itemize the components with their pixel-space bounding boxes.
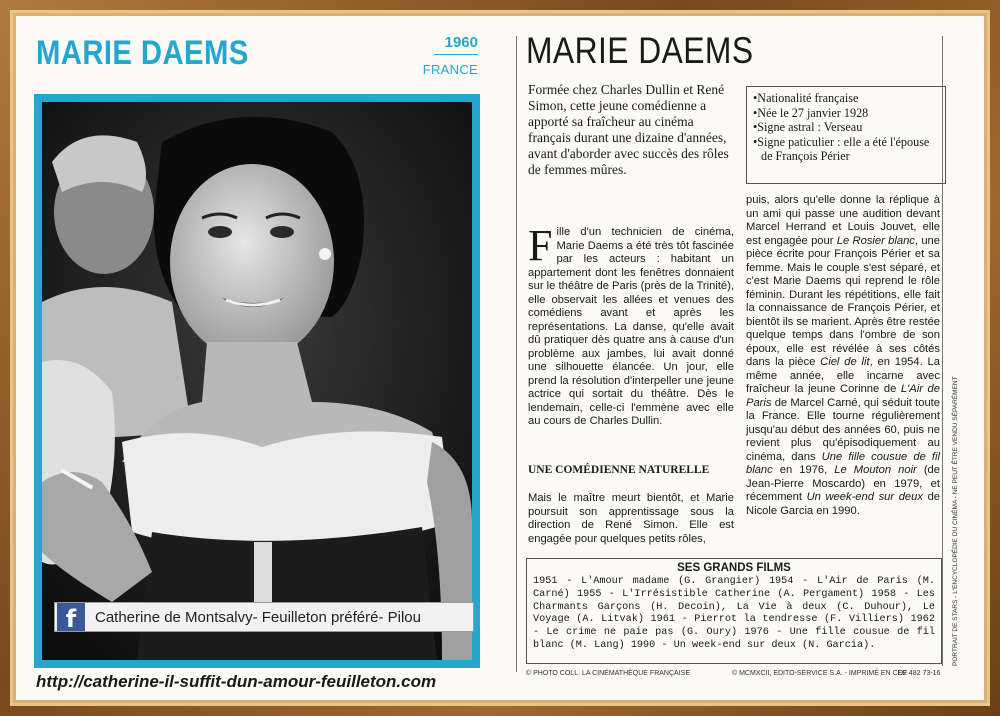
facebook-banner[interactable] <box>54 602 474 632</box>
left-title: MARIE DAEMS <box>36 34 249 72</box>
portrait-illustration <box>42 102 472 660</box>
bio-subheading: UNE COMÉDIENNE NATURELLE <box>528 464 710 476</box>
facts-box <box>746 86 946 184</box>
film-title-fille: Une fille cousue de fil blanc <box>746 450 940 476</box>
bio-text-segment: (de Jean-Pierre Moscardo) en 1979, et récemment <box>746 464 941 503</box>
card-reference: D2 482 73-16 <box>898 670 941 677</box>
bio-text-segment: , une pièce écrite pour François Périer et sa femme. Mais le couple s'est séparé, et c'est Marie Daems qui reprend le rôle féminin. Durant les répétitions, elle fait la connaissance de François Périer, et bientôt ils se marient. Après être restée quelque temps dans l'ombre de son époux, elle est révélée à ses côtés dans la pièce <box>746 234 941 368</box>
filmography-title: SES GRANDS FILMS <box>677 562 791 574</box>
fact-birth: •Née le 27 janvier 1928 <box>753 105 869 120</box>
portrait-photo <box>42 102 472 660</box>
right-title: MARIE DAEMS <box>526 30 754 71</box>
film-title-air: L'Air de Paris <box>746 383 940 409</box>
bio-column-2 <box>746 194 940 518</box>
left-vertical-rule <box>516 36 517 672</box>
year-divider <box>434 54 478 55</box>
drop-cap: F <box>528 221 553 270</box>
star-card <box>16 16 984 700</box>
intro-paragraph: Formée chez Charles Dullin et René Simon, cette jeune comédienne a apporté sa fraîcheur au cinéma français durant une dizaine d'années, avant d'aborder avec succès des rôles de femmes mûres. <box>528 82 729 177</box>
bio-text-segment: de Nicole Garcia en 1990. <box>746 491 941 517</box>
fact-particular: •Signe paticulier : elle a été l'épouse de François Périer <box>753 134 930 163</box>
filmography-list: 1951 - L'Amour madame (G. Grangier) 1954 - L'Air de Paris (M. Carné) 1955 - L'Irrésistible Catherine (A. Pergament) 1958 - Les Charmants Garçons (H. Decoin), La Vie à deux (C. Duhour), Le Voyage (A. Litvak) 1961 - Pierrot la tendresse (F. Villiers) 1962 - Le crime ne paie pas (G. Oury) 1976 - Une fille cousue de fil blanc (M. Lang) 1990 - Un week-end sur deux (N. Garcia). <box>533 576 935 651</box>
bio-paragraph-2: Mais le maître meurt bientôt, et Marie poursuit son apprentissage sous la direction de René Simon. Elle est engagée pour quelques petits rôles, <box>528 492 734 545</box>
film-title-mouton: Le Mouton noir <box>834 464 917 476</box>
play-title-ciel: Ciel de lit <box>820 356 870 368</box>
website-link[interactable]: http://catherine-il-suffit-dun-amour-feuilleton.com <box>36 672 437 691</box>
bio-text-segment: , en 1954. La même année, elle incarne avec fraîcheur la jeune Corinne de <box>746 356 940 395</box>
country-label: FRANCE <box>422 62 478 77</box>
photo-frame <box>34 94 480 668</box>
film-title-rosier: Le Rosier blanc <box>836 234 915 247</box>
year-label: 1960 <box>444 34 478 51</box>
bio-text-segment: de Marcel Carné, qui séduit toute la France. Elle tourne régulièrement jusqu'au début des années 60, puis ne revient plus qu'épisodiquement au cinéma, dans <box>746 396 940 463</box>
fact-sign: •Signe astral : Verseau <box>753 120 863 134</box>
bio-text-segment: puis, alors qu'elle donne la réplique à un ami qui passe une audition devant Marcel Herrand et Louis Jouvet, elle est engagée pour <box>746 194 940 247</box>
facebook-icon: f <box>57 603 85 631</box>
fact-nationality: •Nationalité française <box>753 91 859 105</box>
facebook-banner-text: Catherine de Montsalvy- Feuilleton préféré- Pilou <box>95 608 421 626</box>
film-title-weekend: Un week-end sur deux <box>806 491 923 503</box>
series-vertical-label: PORTRAIT DE STARS - L'ENCYCLOPÉDIE DU CINÉMA - NE PEUT ÊTRE VENDU SÉPARÉMENT <box>952 376 959 666</box>
bio-column-1 <box>528 221 734 429</box>
copyright-credit: © MCMXCII, EDITO-SERVICE S.A. - IMPRIMÉ EN CEE <box>732 670 907 677</box>
bio-paragraph-1: ille d'un technicien de cinéma, Marie Daems a été très tôt fascinée par les acteurs : habitant un appartement dont les fenêtres donnaient sur le théâtre de Paris (près de la Trinité), elle observait les allées et venues des comédiens avant et après les représentations. La danse, qu'elle avait dû pratiquer dès quatre ans à cause d'un problème aux jambes, lui avait donné une silhouette élancée. Un jour, elle prend la résolution d'interpeller une jeune actrice qui sortait du théâtre. Dès le lendemain, celle-ci l'emmène avec elle au cours de Charles Dullin. <box>528 226 734 427</box>
bio-text-segment: en 1976, <box>772 464 835 476</box>
photo-credit: © PHOTO COLL. LA CINÉMATHÈQUE FRANÇAISE <box>526 670 690 677</box>
filmography-box <box>526 558 942 664</box>
